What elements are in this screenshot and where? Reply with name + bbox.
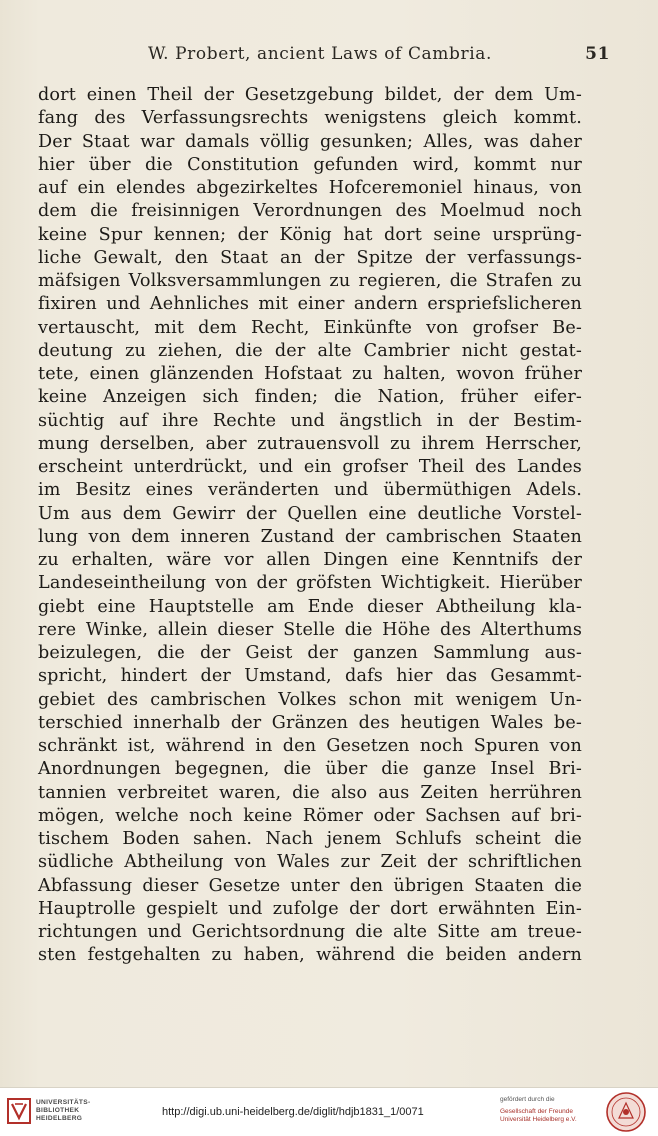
text-line: dort einen Theil der Gesetzgebung bildet, der dem Um- xyxy=(38,85,582,105)
text-line: erscheint unterdrückt, und ein grofser Theil des Landes xyxy=(38,457,582,477)
footer-bar xyxy=(0,1087,658,1136)
sponsor-org-line: Gesellschaft der Freunde xyxy=(500,1107,573,1115)
text-line: spricht, hindert der Umstand, dafs hier das Gesammt- xyxy=(38,666,582,687)
text-line: fang des Verfassungsrechts wenigstens gleich kommt. xyxy=(38,108,582,129)
text-line: keine Spur kennen; der König hat dort seine ursprüng- xyxy=(38,224,582,245)
university-library-logo-icon xyxy=(6,1096,32,1126)
sponsor-intro: gefördert durch die xyxy=(500,1096,555,1103)
text-line: zu erhalten, wäre vor allen Dingen eine Kenntnifs der xyxy=(38,550,582,570)
permalink-url[interactable]: http://digi.ub.uni-heidelberg.de/diglit/hdjb1831_1/0071 xyxy=(162,1106,424,1118)
text-line: Anordnungen begegnen, die über die ganze Insel Bri- xyxy=(38,759,582,780)
text-line: dem die freisinnigen Verordnungen des Moelmud noch xyxy=(38,201,582,222)
text-line: schränkt ist, während in den Gesetzen noch Spuren von xyxy=(38,736,582,756)
text-line: tete, einen glänzenden Hofstaat zu halten, wovon früher xyxy=(38,364,582,384)
text-line: terschied innerhalb der Gränzen des heutigen Wales be- xyxy=(38,712,582,733)
institution-line: HEIDELBERG xyxy=(36,1115,83,1122)
text-line: Um aus dem Gewirr der Quellen eine deutliche Vorstel- xyxy=(38,503,582,524)
text-line: tannien verbreitet waren, die also aus Zeiten herrühren xyxy=(38,782,582,803)
text-line: Abfassung dieser Gesetze unter den übrigen Staaten die xyxy=(38,875,582,896)
text-line: fixiren und Aehnliches mit einer andern erspriefslicheren xyxy=(38,294,582,315)
text-line: mung derselben, aber zutrauensvoll zu ihrem Herrscher, xyxy=(38,433,582,454)
text-line: Landeseintheilung von der gröfsten Wichtigkeit. Hierüber xyxy=(38,573,582,594)
institution-line: UNIVERSITÄTS- xyxy=(36,1099,91,1106)
sponsor-note xyxy=(500,1096,600,1125)
body-text xyxy=(38,84,582,968)
university-seal-icon xyxy=(604,1091,648,1133)
text-line: im Besitz eines veränderten und übermüthigen Adels. xyxy=(38,480,582,501)
running-title: W. Probert, ancient Laws of Cambria. xyxy=(148,44,492,64)
text-line: vertauscht, mit dem Recht, Einkünfte von grofser Be- xyxy=(38,317,582,338)
text-line: gebiet des cambrischen Volkes schon mit wenigem Un- xyxy=(38,689,582,710)
text-line: sten festgehalten zu haben, während die beiden andern xyxy=(38,945,582,966)
text-line: liche Gewalt, den Staat an der Spitze der verfassungs- xyxy=(38,247,582,268)
text-line: tischem Boden sahen. Nach jenem Schlufs scheint die xyxy=(38,829,582,849)
page-number: 51 xyxy=(585,44,610,64)
sponsor-org-line: Universität Heidelberg e.V. xyxy=(500,1116,577,1123)
institution-name xyxy=(36,1099,116,1123)
text-line: süchtig auf ihre Rechte und ängstlich in der Bestim- xyxy=(38,410,582,431)
text-line: beizulegen, die der Geist der ganzen Sammlung aus- xyxy=(38,643,582,663)
text-line: richtungen und Gerichtsordnung die alte Sitte am treue- xyxy=(38,922,582,942)
text-line: mäfsigen Volksversammlungen zu regieren, die Strafen zu xyxy=(38,271,582,291)
text-line: auf ein elendes abgezirkeltes Hofceremoniel hinaus, von xyxy=(38,178,582,198)
institution-line: BIBLIOTHEK xyxy=(36,1107,80,1114)
text-line: Der Staat war damals völlig gesunken; Alles, was daher xyxy=(38,131,582,152)
text-line: lung von dem inneren Zustand der cambrischen Staaten xyxy=(38,526,582,547)
text-line: deutung zu ziehen, die der alte Cambrier nicht gestat- xyxy=(38,340,582,361)
text-line: rere Winke, allein dieser Stelle die Höhe des Alterthums xyxy=(38,619,582,640)
text-line: hier über die Constitution gefunden wird, kommt nur xyxy=(38,154,582,175)
text-line: Hauptrolle gespielt und zufolge der dort erwähnten Ein- xyxy=(38,898,582,919)
text-line: mögen, welche noch keine Römer oder Sachsen auf bri- xyxy=(38,805,582,826)
text-line: südliche Abtheilung von Wales zur Zeit der schriftlichen xyxy=(38,852,582,873)
running-head xyxy=(38,44,620,66)
text-line: keine Anzeigen sich finden; die Nation, früher eifer- xyxy=(38,387,582,408)
text-line: giebt eine Hauptstelle am Ende dieser Abtheilung kla- xyxy=(38,596,582,617)
